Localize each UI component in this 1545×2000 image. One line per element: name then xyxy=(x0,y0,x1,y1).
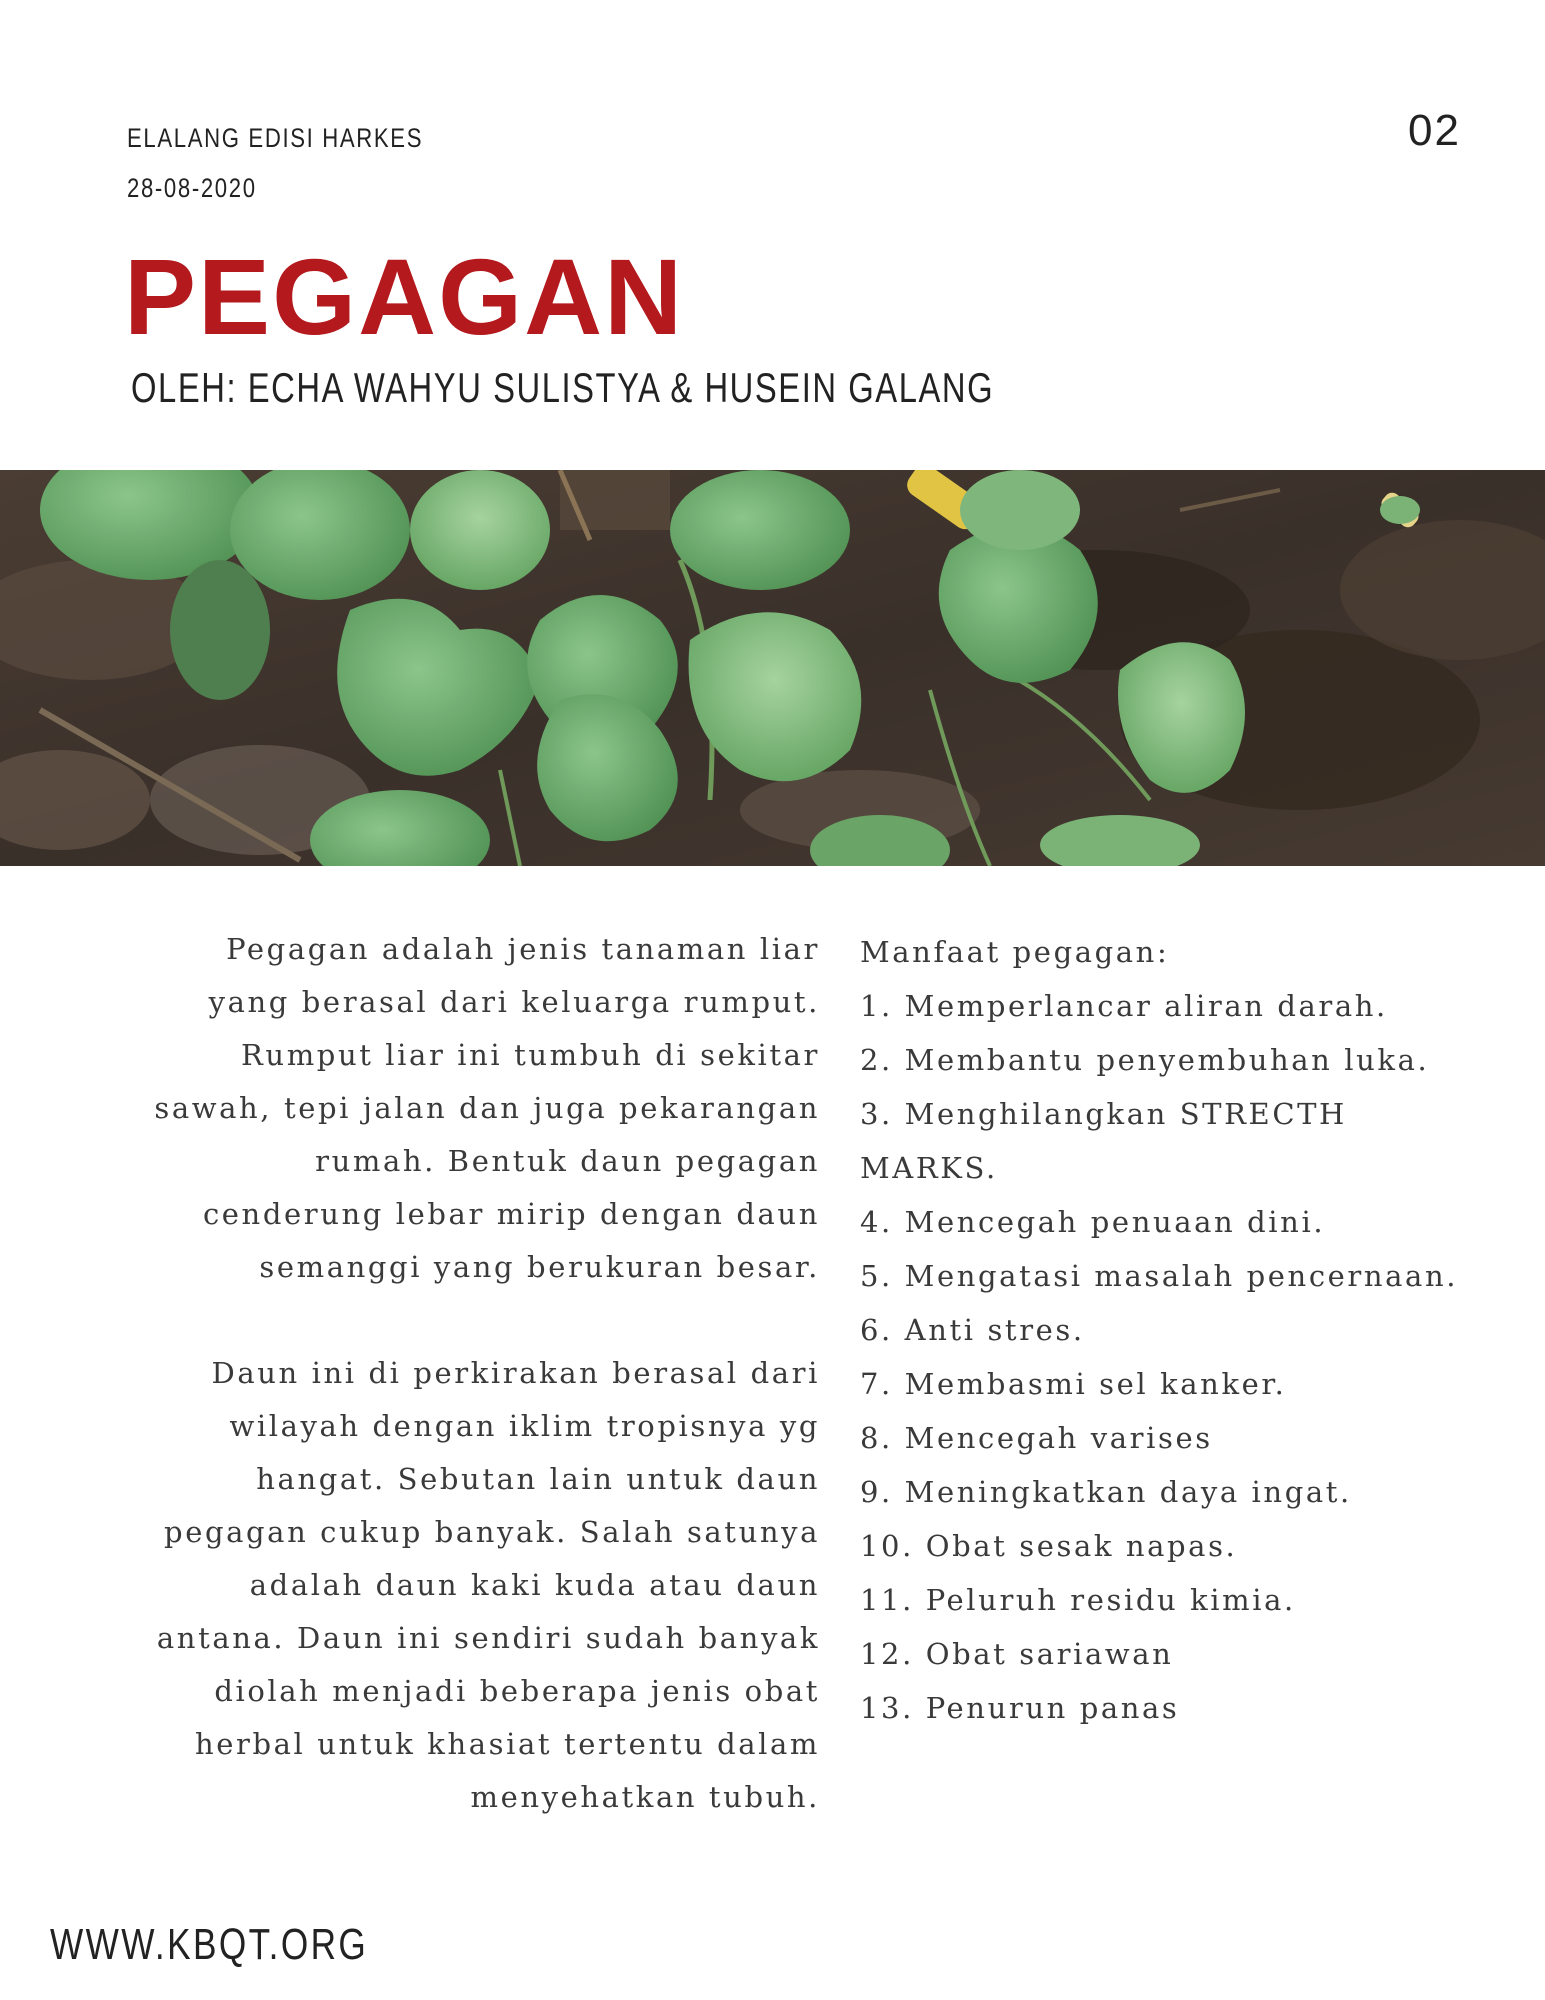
article-paragraph: Pegagan adalah jenis tanaman liar yang berasal dari keluarga rumput. Rumput liar ini tumbuh di sekitar sawah, tepi jalan dan juga pekarangan rumah. Bentuk daun pegagan cenderung lebar mirip dengan daun semanggi yang berukuran besar. xyxy=(154,932,820,1284)
article-body xyxy=(140,923,820,1824)
page-number: 02 xyxy=(1408,106,1461,155)
benefit-item: 12. Obat sariawan xyxy=(860,1637,1174,1671)
publication-date: 28-08-2020 xyxy=(127,173,257,203)
benefit-item: 8. Mencegah varises xyxy=(860,1421,1213,1455)
benefits-section xyxy=(860,925,1460,1763)
pegagan-leaves-photo xyxy=(0,470,1545,866)
benefit-item: 1. Memperlancar aliran darah. xyxy=(860,989,1388,1023)
benefit-item: 11. Peluruh residu kimia. xyxy=(860,1583,1296,1617)
benefit-item: 4. Mencegah penuaan dini. xyxy=(860,1205,1326,1239)
benefit-item: 13. Penurun panas xyxy=(860,1691,1180,1725)
benefit-item: 2. Membantu penyembuhan luka. xyxy=(860,1043,1430,1077)
benefit-item: 5. Mengatasi masalah pencernaan. xyxy=(860,1259,1459,1293)
website-link[interactable]: WWW.KBQT.ORG xyxy=(50,1920,369,1969)
header-meta xyxy=(127,113,423,213)
article-paragraph: Daun ini di perkirakan berasal dari wilayah dengan iklim tropisnya yg hangat. Sebutan lain untuk daun pegagan cukup banyak. Salah satunya adalah daun kaki kuda atau daun antana. Daun ini sendiri sudah banyak diolah menjadi beberapa jenis obat herbal untuk khasiat tertentu dalam menyehatkan tubuh. xyxy=(156,1356,820,1814)
benefit-item: 7. Membasmi sel kanker. xyxy=(860,1367,1287,1401)
benefit-item: 10. Obat sesak napas. xyxy=(860,1529,1238,1563)
article-title: PEGAGAN xyxy=(124,236,685,357)
article-authors: OLEH: ECHA WAHYU SULISTYA & HUSEIN GALANG xyxy=(131,364,995,411)
benefits-list xyxy=(860,979,1460,1735)
benefit-item: 6. Anti stres. xyxy=(860,1313,1085,1347)
benefits-heading: Manfaat pegagan: xyxy=(860,935,1170,969)
benefit-item: 9. Meningkatkan daya ingat. xyxy=(860,1475,1352,1509)
publication-name: ELALANG EDISI HARKES xyxy=(127,123,424,153)
benefit-item: 3. Menghilangkan STRECTH MARKS. xyxy=(860,1097,1347,1185)
